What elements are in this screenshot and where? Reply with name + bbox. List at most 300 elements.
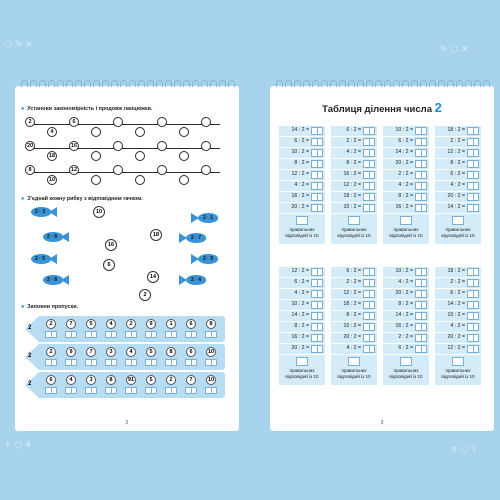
- equation: 12 : 2 =: [343, 182, 361, 188]
- score-text-1: правильних: [341, 368, 367, 373]
- score-label: [279, 368, 325, 379]
- fish[interactable]: [179, 274, 209, 286]
- fish-tail: [191, 254, 199, 264]
- hook-bubble[interactable]: 2: [139, 289, 151, 301]
- chain-bead[interactable]: [157, 117, 167, 127]
- task-3-heading: ● Заповни пропуски.: [21, 304, 79, 310]
- score-input[interactable]: [400, 357, 412, 366]
- chain-bead[interactable]: [201, 165, 211, 175]
- chain-bead[interactable]: [179, 127, 189, 137]
- fish-label: 2 · 7: [190, 235, 201, 241]
- table-row: [435, 278, 481, 288]
- answer-box[interactable]: [467, 301, 479, 309]
- gap-cell: [203, 345, 219, 369]
- score-input[interactable]: [452, 357, 464, 366]
- answer-box[interactable]: [415, 193, 427, 201]
- equation: 12 : 2 =: [343, 290, 361, 296]
- answer-box[interactable]: [363, 323, 375, 331]
- chain-bead[interactable]: [201, 141, 211, 151]
- spiral-ring: [147, 80, 154, 87]
- table-row: [331, 137, 377, 147]
- hook-bubble[interactable]: 18: [150, 229, 162, 241]
- answer-box[interactable]: [145, 331, 157, 338]
- table-row: [331, 333, 377, 343]
- number-circle: 4: [106, 319, 116, 329]
- chain-bead[interactable]: [113, 117, 123, 127]
- spiral-ring: [183, 80, 190, 87]
- fish-tail: [61, 232, 69, 242]
- answer-box[interactable]: [467, 268, 479, 276]
- answer-box[interactable]: [65, 331, 77, 338]
- table-row: [331, 300, 377, 310]
- answer-box[interactable]: [311, 149, 323, 157]
- answer-box[interactable]: [311, 345, 323, 353]
- answer-box[interactable]: [125, 359, 137, 366]
- spiral-ring: [219, 80, 226, 87]
- table-row: [331, 203, 377, 213]
- answer-box[interactable]: [185, 331, 197, 338]
- pencil-row: [25, 316, 227, 342]
- answer-box[interactable]: [363, 290, 375, 298]
- spiral-ring: [129, 80, 136, 87]
- table-row: [331, 311, 377, 321]
- gap-cell: [103, 373, 119, 397]
- answer-box[interactable]: [467, 127, 479, 135]
- answer-box[interactable]: [467, 182, 479, 190]
- gap-cell: [163, 373, 179, 397]
- table-row: [331, 344, 377, 354]
- equation: 8 : 2 =: [346, 160, 361, 166]
- answer-box[interactable]: [467, 279, 479, 287]
- hook-bubble[interactable]: 10: [93, 206, 105, 218]
- answer-box[interactable]: [311, 138, 323, 146]
- fish[interactable]: [27, 253, 57, 265]
- answer-box[interactable]: [467, 345, 479, 353]
- spiral-ring: [102, 80, 109, 87]
- answer-box[interactable]: [467, 290, 479, 298]
- equation: 4 : 2 =: [398, 182, 413, 188]
- number-circle: 91: [127, 377, 135, 383]
- table-row: [435, 344, 481, 354]
- number-circle: 7: [86, 347, 96, 357]
- equation: 2 : 2 =: [398, 171, 413, 177]
- equation: 10 : 2 =: [343, 204, 361, 210]
- number-circle: 10: [207, 377, 215, 383]
- score-input[interactable]: [452, 216, 464, 225]
- spiral-ring: [138, 80, 145, 87]
- equation: 20 : 2 =: [395, 160, 413, 166]
- equation: 4 : 2 =: [346, 345, 361, 351]
- table-row: [383, 159, 429, 169]
- table-row: [383, 148, 429, 158]
- chain-bead[interactable]: [91, 151, 101, 161]
- equation: 20 : 2 =: [291, 345, 309, 351]
- table-row: [435, 311, 481, 321]
- chain-bead[interactable]: [201, 117, 211, 127]
- table-row: [435, 192, 481, 202]
- gap-cell: [43, 317, 59, 341]
- spiral-ring: [465, 80, 472, 87]
- answer-box[interactable]: [363, 268, 375, 276]
- score-label: [331, 368, 377, 379]
- bg-decoration: ✕ ○ 7: [450, 445, 477, 455]
- score-label: [435, 227, 481, 238]
- task-1-heading: ● Установи закономірність і продовж ланцюжки.: [21, 106, 153, 112]
- equation: 20 : 2 =: [395, 290, 413, 296]
- equation: 10 : 2 =: [395, 268, 413, 274]
- answer-box[interactable]: [415, 149, 427, 157]
- gap-cell: [83, 373, 99, 397]
- score-input[interactable]: [400, 216, 412, 225]
- answer-box[interactable]: [105, 331, 117, 338]
- gap-cell: [183, 317, 199, 341]
- answer-box[interactable]: [185, 359, 197, 366]
- table-row: [331, 278, 377, 288]
- fish[interactable]: [39, 274, 69, 286]
- number-circle: 3: [86, 375, 96, 385]
- answer-box[interactable]: [363, 204, 375, 212]
- answer-box[interactable]: [145, 359, 157, 366]
- table-row: [279, 311, 325, 321]
- chain-string: [28, 148, 220, 149]
- answer-box[interactable]: [363, 138, 375, 146]
- answer-box[interactable]: [85, 387, 97, 394]
- chain-bead: 20: [26, 143, 34, 149]
- score-text-1: правильних: [393, 368, 419, 373]
- score-box: [331, 355, 377, 385]
- spiral-ring: [210, 80, 217, 87]
- number-circle: 8: [166, 347, 176, 357]
- gap-cell: [123, 317, 139, 341]
- table-row: [435, 159, 481, 169]
- answer-box[interactable]: [415, 279, 427, 287]
- answer-box[interactable]: [467, 312, 479, 320]
- table-row: [279, 278, 325, 288]
- table-row: [435, 148, 481, 158]
- table-row: [331, 181, 377, 191]
- answer-box[interactable]: [145, 387, 157, 394]
- answer-box[interactable]: [85, 331, 97, 338]
- number-circle: 8: [206, 319, 216, 329]
- answer-box[interactable]: [415, 268, 427, 276]
- chain-bead[interactable]: [113, 165, 123, 175]
- spiral-ring: [456, 80, 463, 87]
- spiral-ring: [411, 80, 418, 87]
- answer-box[interactable]: [205, 359, 217, 366]
- spiral-ring: [483, 80, 490, 87]
- answer-box[interactable]: [363, 182, 375, 190]
- answer-box[interactable]: [467, 149, 479, 157]
- answer-box[interactable]: [363, 301, 375, 309]
- multiplier: 2: [28, 325, 32, 331]
- answer-box[interactable]: [467, 204, 479, 212]
- answer-box[interactable]: [467, 334, 479, 342]
- answer-box[interactable]: [311, 127, 323, 135]
- equation: 8 : 2 =: [398, 301, 413, 307]
- chain-bead: 4: [47, 127, 57, 137]
- answer-box[interactable]: [45, 359, 57, 366]
- answer-box[interactable]: [85, 359, 97, 366]
- answer-box[interactable]: [363, 127, 375, 135]
- answer-box[interactable]: [363, 312, 375, 320]
- answer-box[interactable]: [311, 312, 323, 320]
- hook-bubble[interactable]: 14: [147, 271, 159, 283]
- table-row: [279, 203, 325, 213]
- page-number: 3: [380, 420, 384, 426]
- chain-bead[interactable]: [179, 175, 189, 185]
- score-text-1: правильних: [341, 227, 367, 232]
- number-circle: 4: [126, 347, 136, 357]
- spiral-ring: [474, 80, 481, 87]
- chain-bead: 16: [70, 143, 78, 149]
- answer-box[interactable]: [363, 171, 375, 179]
- fish-label: 2 · 9: [202, 256, 213, 262]
- score-box: [383, 355, 429, 385]
- number-circle: 2: [46, 347, 56, 357]
- answer-box[interactable]: [311, 334, 323, 342]
- answer-box[interactable]: [363, 193, 375, 201]
- table-row: [383, 333, 429, 343]
- equation: 6 : 2 =: [450, 171, 465, 177]
- score-input[interactable]: [348, 216, 360, 225]
- answer-box[interactable]: [467, 323, 479, 331]
- answer-box[interactable]: [311, 193, 323, 201]
- hook-bubble[interactable]: 6: [103, 259, 115, 271]
- spiral-ring: [276, 80, 283, 87]
- spiral-rings: [15, 80, 239, 88]
- equation: 4 : 2 =: [346, 149, 361, 155]
- page-number: 2: [125, 420, 129, 426]
- equation: 4 : 2 =: [450, 323, 465, 329]
- answer-box[interactable]: [363, 345, 375, 353]
- answer-box[interactable]: [415, 312, 427, 320]
- table-row: [331, 159, 377, 169]
- answer-box[interactable]: [105, 387, 117, 394]
- answer-box[interactable]: [415, 171, 427, 179]
- chain-bead[interactable]: [91, 127, 101, 137]
- gap-cell: [143, 373, 159, 397]
- fish-tail: [49, 207, 57, 217]
- equation: 6 : 2 =: [346, 268, 361, 274]
- hook-bubble[interactable]: 16: [105, 239, 117, 251]
- answer-box[interactable]: [65, 387, 77, 394]
- answer-box[interactable]: [467, 160, 479, 168]
- equation: 20 : 2 =: [291, 204, 309, 210]
- score-input[interactable]: [296, 357, 308, 366]
- equation: 4 : 2 =: [294, 182, 309, 188]
- answer-box[interactable]: [311, 171, 323, 179]
- answer-box[interactable]: [165, 331, 177, 338]
- score-text-2: відповідей із 10: [285, 232, 319, 238]
- answer-box[interactable]: [311, 279, 323, 287]
- answer-box[interactable]: [467, 193, 479, 201]
- spiral-ring: [66, 80, 73, 87]
- answer-box[interactable]: [467, 171, 479, 179]
- spiral-ring: [303, 80, 310, 87]
- score-box: [435, 355, 481, 385]
- answer-box[interactable]: [205, 331, 217, 338]
- number-circle: 7: [66, 319, 76, 329]
- chain-bead[interactable]: [135, 151, 145, 161]
- equation: 8 : 2 =: [450, 160, 465, 166]
- answer-box[interactable]: [205, 387, 217, 394]
- number-circle: 1: [166, 319, 176, 329]
- equation: 18 : 2 =: [447, 268, 465, 274]
- equation: 14 : 2 =: [447, 204, 465, 210]
- chain-bead[interactable]: [157, 141, 167, 151]
- score-box: [279, 214, 325, 244]
- answer-box[interactable]: [125, 331, 137, 338]
- spiral-ring: [384, 80, 391, 87]
- gap-cell: [183, 373, 199, 397]
- answer-box[interactable]: [311, 301, 323, 309]
- score-input[interactable]: [296, 216, 308, 225]
- score-text-2: відповідей із 10: [389, 373, 423, 379]
- answer-box[interactable]: [311, 323, 323, 331]
- score-box: [279, 355, 325, 385]
- answer-box[interactable]: [467, 138, 479, 146]
- answer-box[interactable]: [415, 334, 427, 342]
- answer-box[interactable]: [363, 334, 375, 342]
- chain-bead: 2: [25, 117, 35, 127]
- fish-label: 2 · 1: [202, 215, 213, 221]
- spiral-ring: [321, 80, 328, 87]
- equation: 20 : 2 =: [447, 334, 465, 340]
- fish-tail: [179, 275, 187, 285]
- answer-box[interactable]: [45, 387, 57, 394]
- table-row: [279, 126, 325, 136]
- table-row: [435, 137, 481, 147]
- answer-box[interactable]: [415, 138, 427, 146]
- answer-box[interactable]: [105, 359, 117, 366]
- table-row: [435, 322, 481, 332]
- bg-decoration: + ○ 4: [4, 440, 31, 450]
- equation: 10 : 2 =: [291, 149, 309, 155]
- equation: 14 : 2 =: [395, 312, 413, 318]
- score-text-1: правильних: [393, 227, 419, 232]
- fish-tail: [49, 254, 57, 264]
- answer-box[interactable]: [363, 149, 375, 157]
- answer-box[interactable]: [311, 182, 323, 190]
- answer-box[interactable]: [165, 387, 177, 394]
- table-row: [279, 322, 325, 332]
- equation: 14 : 2 =: [395, 149, 413, 155]
- chain-bead: 18: [48, 153, 56, 159]
- spiral-ring: [48, 80, 55, 87]
- equation: 16 : 2 =: [395, 204, 413, 210]
- answer-box[interactable]: [165, 359, 177, 366]
- fish[interactable]: [191, 212, 221, 224]
- spiral-ring: [357, 80, 364, 87]
- answer-box[interactable]: [125, 387, 137, 394]
- answer-box[interactable]: [311, 268, 323, 276]
- answer-box[interactable]: [415, 160, 427, 168]
- score-text-2: відповідей із 10: [337, 232, 371, 238]
- equation: 20 : 2 =: [343, 334, 361, 340]
- answer-box[interactable]: [363, 160, 375, 168]
- gap-cell: [63, 373, 79, 397]
- score-text-2: відповідей із 10: [337, 373, 371, 379]
- spiral-ring: [165, 80, 172, 87]
- gap-cell: [63, 317, 79, 341]
- pencil-shaft: [39, 344, 225, 370]
- spiral-ring: [420, 80, 427, 87]
- fish[interactable]: [27, 206, 57, 218]
- chain-bead[interactable]: [113, 141, 123, 151]
- chain-bead[interactable]: [91, 175, 101, 185]
- table-row: [383, 322, 429, 332]
- fish[interactable]: [191, 253, 221, 265]
- answer-box[interactable]: [65, 359, 77, 366]
- answer-box[interactable]: [45, 331, 57, 338]
- fish[interactable]: [179, 232, 209, 244]
- answer-box[interactable]: [415, 345, 427, 353]
- chain-bead[interactable]: [179, 151, 189, 161]
- answer-box[interactable]: [185, 387, 197, 394]
- gap-cell: [183, 345, 199, 369]
- score-text-2: відповідей із 10: [285, 373, 319, 379]
- answer-box[interactable]: [415, 204, 427, 212]
- equation: 14 : 2 =: [291, 312, 309, 318]
- answer-box[interactable]: [415, 182, 427, 190]
- answer-box[interactable]: [363, 279, 375, 287]
- answer-box[interactable]: [311, 204, 323, 212]
- table-row: [435, 300, 481, 310]
- title-number: 2: [434, 100, 442, 115]
- score-text-1: правильних: [289, 227, 315, 232]
- chain-bead[interactable]: [157, 165, 167, 175]
- multiplier: 2: [28, 353, 32, 359]
- score-input[interactable]: [348, 357, 360, 366]
- fish[interactable]: [39, 231, 69, 243]
- table-row: [435, 181, 481, 191]
- answer-box[interactable]: [415, 323, 427, 331]
- number-circle: 3: [106, 347, 116, 357]
- chain-bead[interactable]: [135, 175, 145, 185]
- equation: 16 : 2 =: [291, 334, 309, 340]
- table-row: [279, 344, 325, 354]
- table-row: [383, 203, 429, 213]
- table-row: [331, 126, 377, 136]
- table-row: [331, 322, 377, 332]
- equation: 6 : 2 =: [450, 290, 465, 296]
- spiral-ring: [348, 80, 355, 87]
- spiral-ring: [312, 80, 319, 87]
- equation: 2 : 2 =: [450, 138, 465, 144]
- gap-cell: [123, 345, 139, 369]
- equation: 10 : 2 =: [343, 323, 361, 329]
- answer-box[interactable]: [311, 290, 323, 298]
- answer-box[interactable]: [311, 160, 323, 168]
- table-row: [279, 300, 325, 310]
- score-label: [383, 227, 429, 238]
- spiral-ring: [228, 80, 235, 87]
- answer-box[interactable]: [415, 301, 427, 309]
- answer-box[interactable]: [415, 290, 427, 298]
- fish-tail: [179, 233, 187, 243]
- equation: 4 : 2 =: [450, 182, 465, 188]
- table-row: [383, 170, 429, 180]
- gap-cell: [163, 345, 179, 369]
- chain-bead[interactable]: [135, 127, 145, 137]
- number-circle: 10: [207, 349, 215, 355]
- equation: 12 : 2 =: [291, 268, 309, 274]
- equation: 10 : 2 =: [291, 301, 309, 307]
- table-row: [435, 333, 481, 343]
- table-row: [383, 289, 429, 299]
- equation: 10 : 2 =: [395, 127, 413, 133]
- answer-box[interactable]: [415, 127, 427, 135]
